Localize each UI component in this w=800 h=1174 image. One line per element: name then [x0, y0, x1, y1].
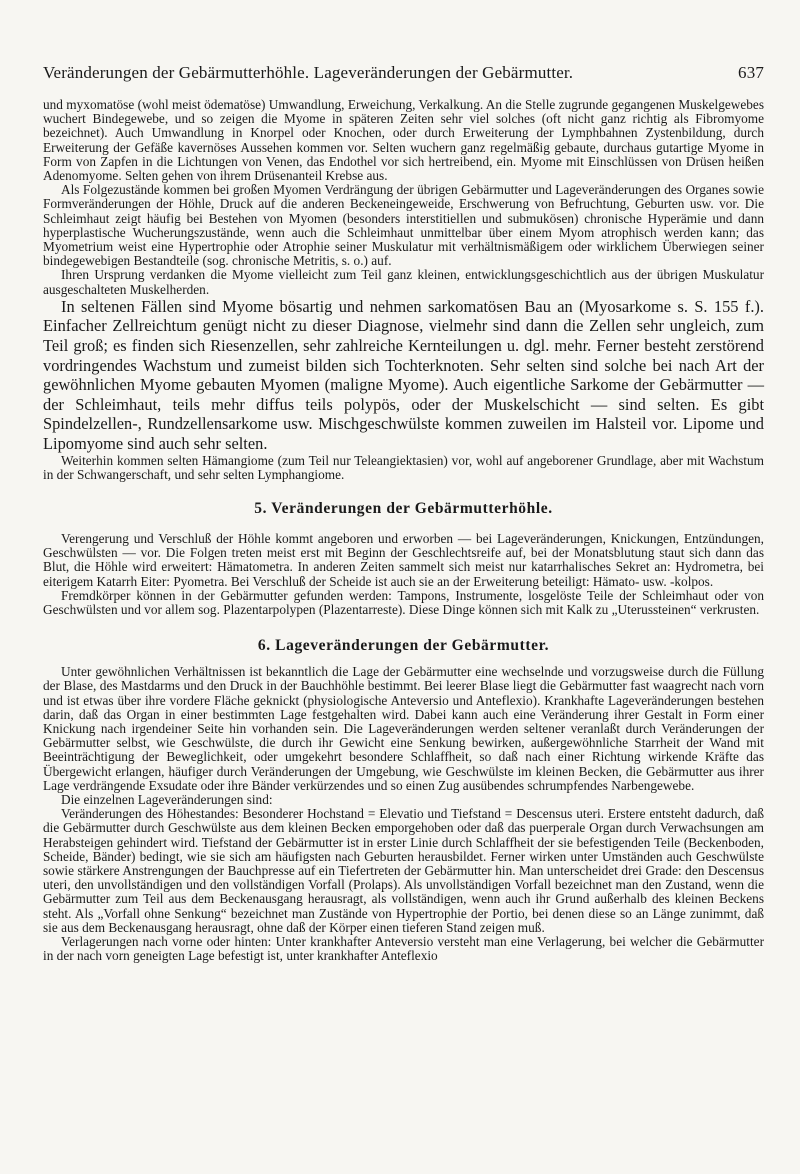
page-number: 637 [738, 63, 764, 82]
paragraph-myome-umwandlung: und myxomatöse (wohl meist ödematöse) Umwandlung, Erweichung, Verkalkung. An die Stelle zugrunde gegangenen Muskelgewebes wuchert Bindegewebe, und so zeigen die Myome in späteren Zeiten sehr viel solches (oft nicht ganz richtig als Fibromyome bezeichnet). Auch Umwandlung in Knorpel oder Knochen, oder durch Erweiterung der Lymphbahnen Zystenbildung, durch Erweiterung der Gefäße kavernöses Aussehen kommen vor. Selten wuchern ganz regelmäßig gebaute, durchaus gutartige Myome in Form von Zapfen in die Lichtungen von Venen, das Endothel vor sich hertreibend, ein. Myome mit Einschlüssen von Drüsen heißen Adenomyome. Selten gehen von ihrem Drüsenanteil Krebse aus. [43, 97, 764, 184]
paragraph-fremdkoerper: Fremdkörper können in der Gebärmutter gefunden werden: Tampons, Instrumente, losgelöste Teile der Schleimhaut oder von Geschwülsten und vor allem sog. Plazentarpolypen (Plazentarreste). Diese Dinge können sich mit Kalk zu „Uterussteinen“ verkrusten. [43, 587, 764, 618]
paragraph-ursprung: Ihren Ursprung verdanken die Myome vielleicht zum Teil ganz kleinen, entwicklungsgeschichtlich aus der übrigen Muskulatur ausgeschalteten Muskelherden. [43, 267, 764, 297]
running-title: Veränderungen der Gebärmutterhöhle. Lageveränderungen der Gebärmutter. [43, 63, 574, 82]
section-heading-6: 6. Lageveränderungen der Gebärmutter. [257, 637, 550, 655]
section-heading-5: 5. Veränderungen der Gebärmutterhöhle. [254, 500, 553, 517]
paragraph-einzelne-lageveraenderungen: Die einzelnen Lageveränderungen sind: [61, 792, 273, 808]
paragraph-lage-allgemein: Unter gewöhnlichen Verhältnissen ist bekanntlich die Lage der Gebärmutter eine wechselnde und vorzugsweise durch die Füllung der Blase, des Mastdarms und den Druck in der Bauchhöhle bestimmt. Bei leerer Blase liegt die Gebärmutter fast waagrecht nach vorn und ist etwas über ihre vordere Fläche geknickt (physiologische Anteversio und Anteflexio). Krankhafte Lageveränderungen bestehen darin, daß das Organ in einer bestimmten Lage festgehalten wird. Dabei kann auch eine Veränderung ihrer Gestalt in Form einer Knickung nach irgendeiner Seite hin vorhanden sein. Die Lageveränderungen werden seltener veranlaßt durch Veränderungen der Gebärmutter selbst, wie Geschwülste, die durch ihr Gewicht eine Senkung bewirken, außergewöhnliche Starrheit der Wand mit Beeinträchtigung der Beweglichkeit, oder umgekehrt besondere Schlaffheit, so daß nach einer Richtung wirkende Kräfte das Übergewicht erlangen, häufiger durch Veränderungen der Umgebung, wie Geschwülste im kleinen Becken, die Gebärmutter aus ihrer Lage verdrängende Exsudate oder ihre Bänder verkürzendes und so einen Zug ausübendes schrumpfendes Narbengewebe. [43, 664, 764, 793]
body-text [43, 98, 764, 963]
paragraph-folgezustaende: Als Folgezustände kommen bei großen Myomen Verdrängung der übrigen Gebärmutter und Lageveränderungen des Organes sowie Formveränderungen der Höhle, Druck auf die anderen Beckeneingeweide, Erschwerung von Befruchtung, Geburten usw. vor. Die Schleimhaut zeigt häufig bei Bestehen von Myomen (besonders interstitiellen und submukösen) chronische Hyperämie und dann hyperplastische Wucherungszustände, wenn auch die Schleimhaut unmittelbar über einem Myom atrophisch werden kann; das Myometrium weist eine Hypertrophie oder Atrophie seiner Muskulatur mit verhältnismäßigem oder wirklichem Überwiegen seiner bindegewebigen Bestandteile (sog. chronische Metritis, s. o.) auf. [43, 182, 764, 269]
paragraph-sarkome: In seltenen Fällen sind Myome bösartig und nehmen sarkomatösen Bau an (Myosarkome s. S. 155 f.). Einfacher Zellreichtum genügt nicht zu dieser Diagnose, vielmehr sind dann die Zellen sehr ungleich, zum Teil groß; es finden sich Riesenzellen, sehr zahlreiche Kernteilungen u. dgl. mehr. Ferner besteht zerstörend vordringendes Wachstum und zumeist bilden sich Tochterknoten. Sehr selten sind solche bei nach Art der gewöhnlichen Myome gebauten Myomen (maligne Myome). Auch eigentliche Sarkome der Gebärmutter — der Schleimhaut, teils mehr diffus teils polypös, oder der Muskelschicht — sind selten. Es gibt Spindelzellen-, Rundzellensarkome usw. Mischgeschwülste kommen zuweilen im Halsteil vor. Lipome und Lipomyome sind auch sehr selten. [43, 296, 764, 453]
paragraph-haemangiome: Weiterhin kommen selten Hämangiome (zum Teil nur Teleangiektasien) vor, wohl auf angeborener Grundlage, aber mit Wachstum in der Schwangerschaft, und sehr selten Lymphangiome. [43, 452, 764, 482]
running-header [43, 63, 764, 83]
paragraph-hoehestand: Veränderungen des Höhestandes: Besonderer Hochstand = Elevatio und Tiefstand = Descensus uteri. Erstere entsteht dadurch, daß die Gebärmutter durch Geschwülste aus dem kleinen Becken emporgehoben oder daß das puerperale Organ durch Verwachsungen am Herabsteigen gehindert wird. Tiefstand der Gebärmutter ist in erster Linie durch Schlaffheit der sie befestigenden Teile (Beckenboden, Scheide, Bänder) bedingt, wie sie sich am häufigsten nach Geburten herausbildet. Ferner wirken unter Umständen auch Geschwülste sowie stärkere Anstrengungen der Bauchpresse auf ein Tiefertreten der Gebärmutter hin. Man unterscheidet drei Grade: den Descensus uteri, den unvollständigen und den vollständigen Vorfall (Prolaps). Als unvollständigen Vorfall bezeichnet man den Zustand, wenn die Gebärmutter zum Teil aus dem Beckenausgang herausragt, als vollständigen, wenn auch ihr Grund außerhalb des kleinen Beckens steht. Als „Vorfall ohne Senkung“ bezeichnet man Zustände von Hypertrophie der Portio, bei denen diese so an Länge zunimmt, daß sie aus dem Beckenausgang herausragt, ohne daß der Körper einen tieferen Stand zeigen muß. [43, 806, 764, 935]
paragraph-verlagerungen: Verlagerungen nach vorne oder hinten: Unter krankhafter Anteversio versteht man eine Verlagerung, bei welcher die Gebärmutter in der nach vorn geneigten Lage befestigt ist, unter krankhafter Anteflexio [43, 934, 764, 964]
paragraph-verengerung: Verengerung und Verschluß der Höhle kommt angeboren und erworben — bei Lageveränderungen, Knickungen, Entzündungen, Geschwülsten — vor. Die Folgen treten meist erst mit Beginn der Geschlechtsreife auf, bei der Monatsblutung staut sich dann das Blut, die Höhle wird erweitert: Hämatometra. In anderen Zeiten sammelt sich meist nur katarrhalisches Sekret an: Hydrometra, bei eiterigem Katarrh Eiter: Pyometra. Bei Verschluß der Scheide ist auch sie an der Erweiterung beteiligt: Hämato- usw. -kolpos. [43, 531, 764, 589]
